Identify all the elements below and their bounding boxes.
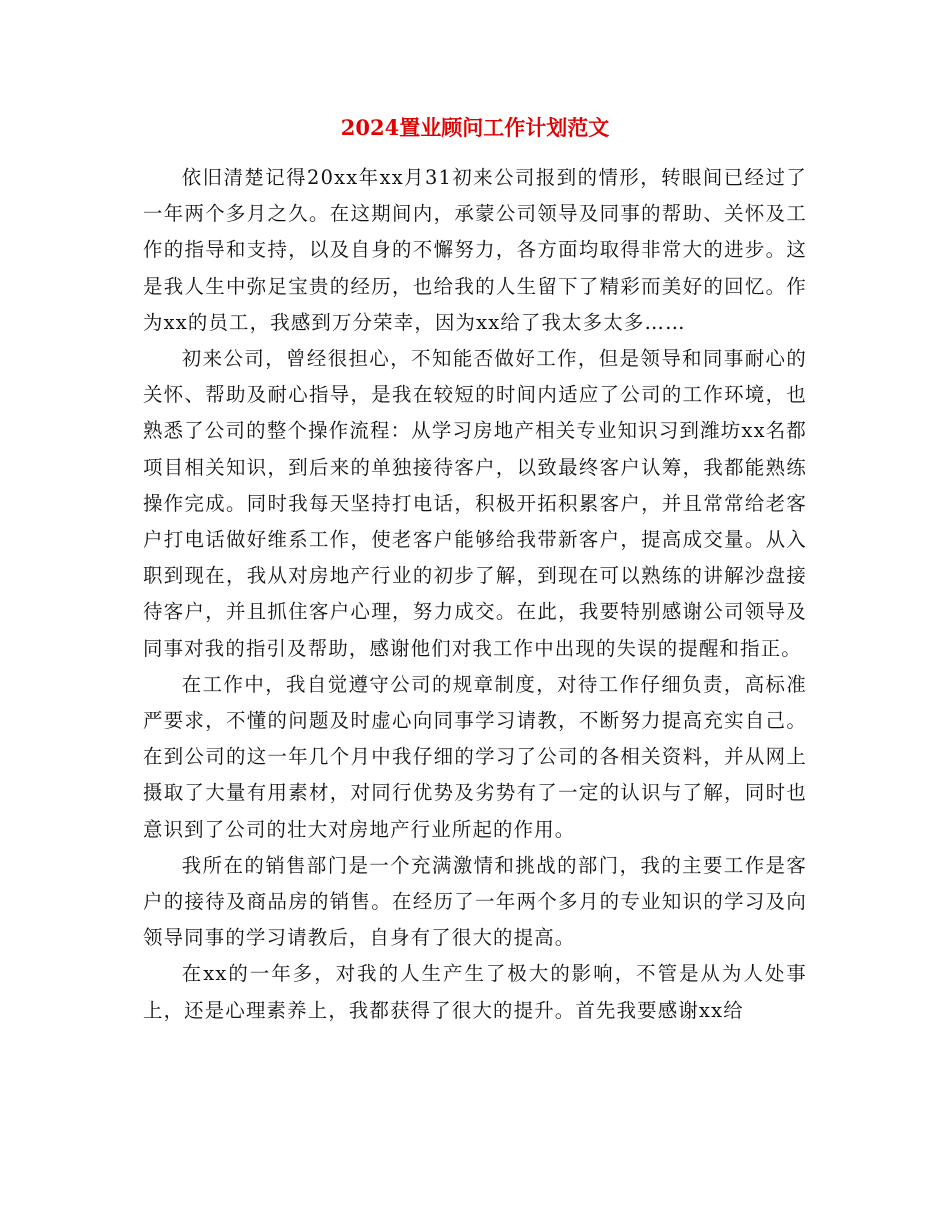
paragraph-1: 依旧清楚记得20xx年xx月31初来公司报到的情形，转眼间已经过了一年两个多月之久。在这期间内，承蒙公司领导及同事的帮助、关怀及工作的指导和支持，以及自身的不懈努力，各方面均取得非常大的进步。这是我人生中弥足宝贵的经历，也给我的人生留下了精彩而美好的回忆。作为xx的员工，我感到万分荣幸，因为xx给了我太多太多…… — [143, 166, 807, 334]
paragraph-5: 在xx的一年多，对我的人生产生了极大的影响，不管是从为人处事上，还是心理素养上，我都获得了很大的提升。首先我要感谢xx给 — [143, 962, 807, 1022]
paragraph-2: 初来公司，曾经很担心，不知能否做好工作，但是领导和同事耐心的关怀、帮助及耐心指导，是我在较短的时间内适应了公司的工作环境，也熟悉了公司的整个操作流程：从学习房地产相关专业知识习到潍坊xx名都项目相关知识，到后来的单独接待客户，以致最终客户认筹，我都能熟练操作完成。同时我每天坚持打电话，积极开拓积累客户，并且常常给老客户打电话做好维系工作，使老客户能够给我带新客户，提高成交量。从入职到现在，我从对房地产行业的初步了解，到现在可以熟练的讲解沙盘接待客户，并且抓住客户心理，努力成交。在此，我要特别感谢公司领导及同事对我的指引及帮助，感谢他们对我工作中出现的失误的提醒和指正。 — [143, 347, 807, 660]
paragraph-4: 我所在的销售部门是一个充满激情和挑战的部门，我的主要工作是客户的接待及商品房的销售。在经历了一年两个多月的专业知识的学习及向领导同事的学习请教后，自身有了很大的提高。 — [143, 853, 807, 950]
document-title: 2024置业顾问工作计划范文 — [340, 115, 610, 140]
document-body — [143, 160, 807, 1029]
paragraph-3: 在工作中，我自觉遵守公司的规章制度，对待工作仔细负责，高标准严要求，不懂的问题及时虚心向同事学习请教，不断努力提高充实自己。在到公司的这一年几个月中我仔细的学习了公司的各相关资料，并从网上摄取了大量有用素材，对同行优势及劣势有了一定的认识与了解，同时也意识到了公司的壮大对房地产行业所起的作用。 — [143, 672, 807, 841]
